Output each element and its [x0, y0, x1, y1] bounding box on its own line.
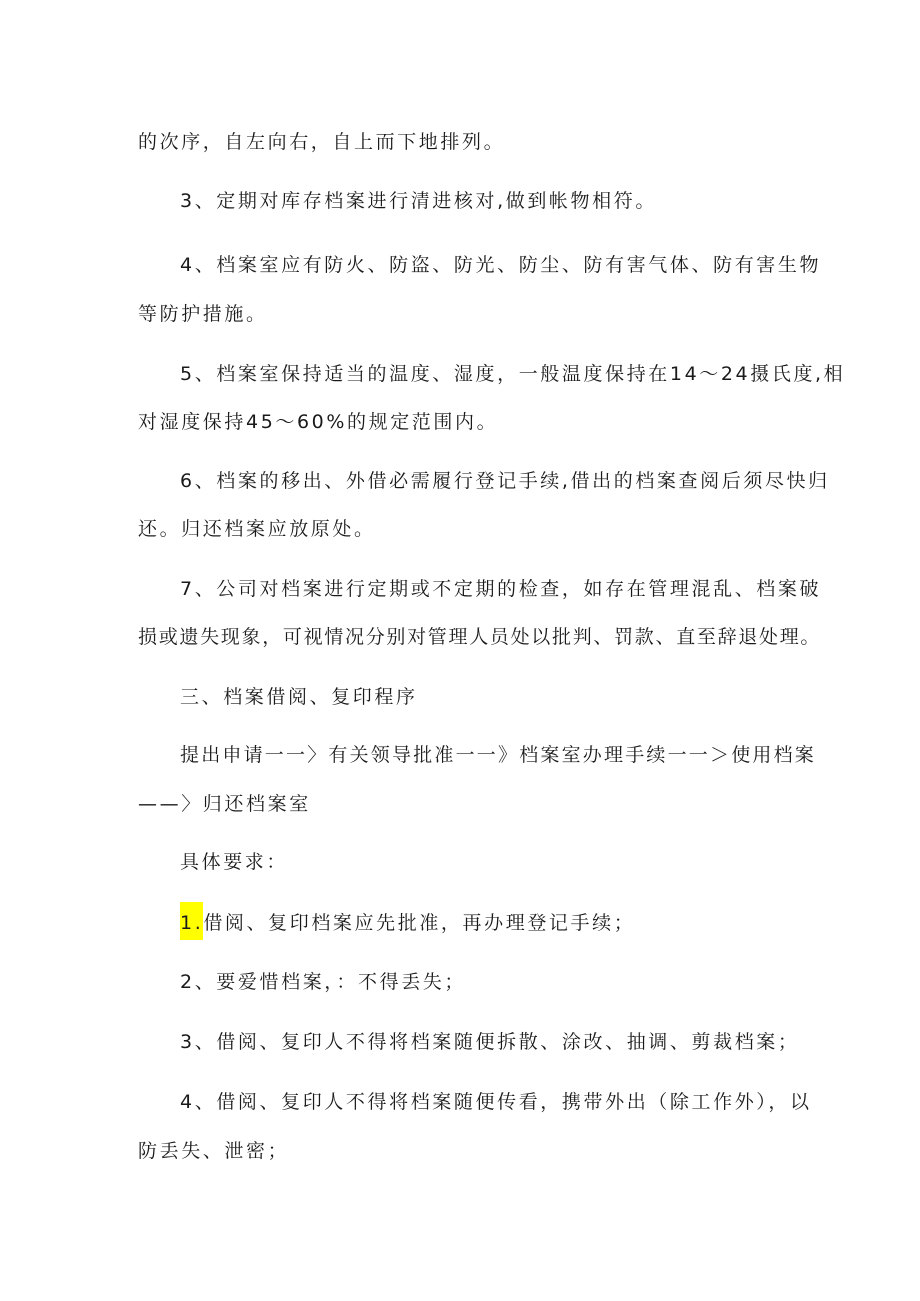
list-item: 4、借阅、复印人不得将档案随便传看，携带外出（除工作外），以: [180, 1091, 812, 1113]
paragraph-line: 的次序，自左向右，自上而下地排列。: [138, 131, 506, 153]
paragraph-line: 4、档案室应有防火、防盗、防光、防尘、防有害气体、防有害生物: [180, 254, 822, 276]
paragraph-line: 3、定期对库存档案进行清进核对,做到帐物相符。: [180, 190, 657, 212]
paragraph-line: 具体要求：: [180, 851, 289, 873]
paragraph-line: 7、公司对档案进行定期或不定期的检查，如存在管理混乱、档案破: [180, 578, 822, 600]
list-item: [180, 911, 635, 935]
paragraph-line: 损或遗失现象，可视情况分别对管理人员处以批判、罚款、直至辞退处理。: [138, 626, 822, 648]
paragraph-line: 5、档案室保持适当的温度、湿度，一般温度保持在14～24摄氏度,相: [180, 363, 846, 385]
list-item: 2、要爱惜档案，：不得丢失；: [180, 971, 466, 993]
section-heading: 三、档案借阅、复印程序: [180, 686, 418, 708]
paragraph-line: 6、档案的移出、外借必需履行登记手续,借出的档案查阅后须尽快归: [180, 470, 830, 492]
list-item: 3、借阅、复印人不得将档案随便拆散、涂改、抽调、剪裁档案；: [180, 1031, 800, 1053]
list-item-text: 借阅、复印档案应先批准，再办理登记手续；: [203, 912, 636, 934]
paragraph-line: 对湿度保持45～60%的规定范围内。: [138, 411, 499, 433]
paragraph-line: 等防护措施。: [138, 303, 268, 325]
paragraph-line: 还。归还档案应放原处。: [138, 518, 376, 540]
paragraph-line: ——〉归还档案室: [138, 793, 311, 815]
paragraph-line: 提出申请一一〉有关领导批准一一》档案室办理手续一一＞使用档案: [180, 744, 817, 766]
list-item: 防丢失、泄密；: [138, 1140, 290, 1162]
highlighted-number: 1.: [180, 902, 203, 940]
